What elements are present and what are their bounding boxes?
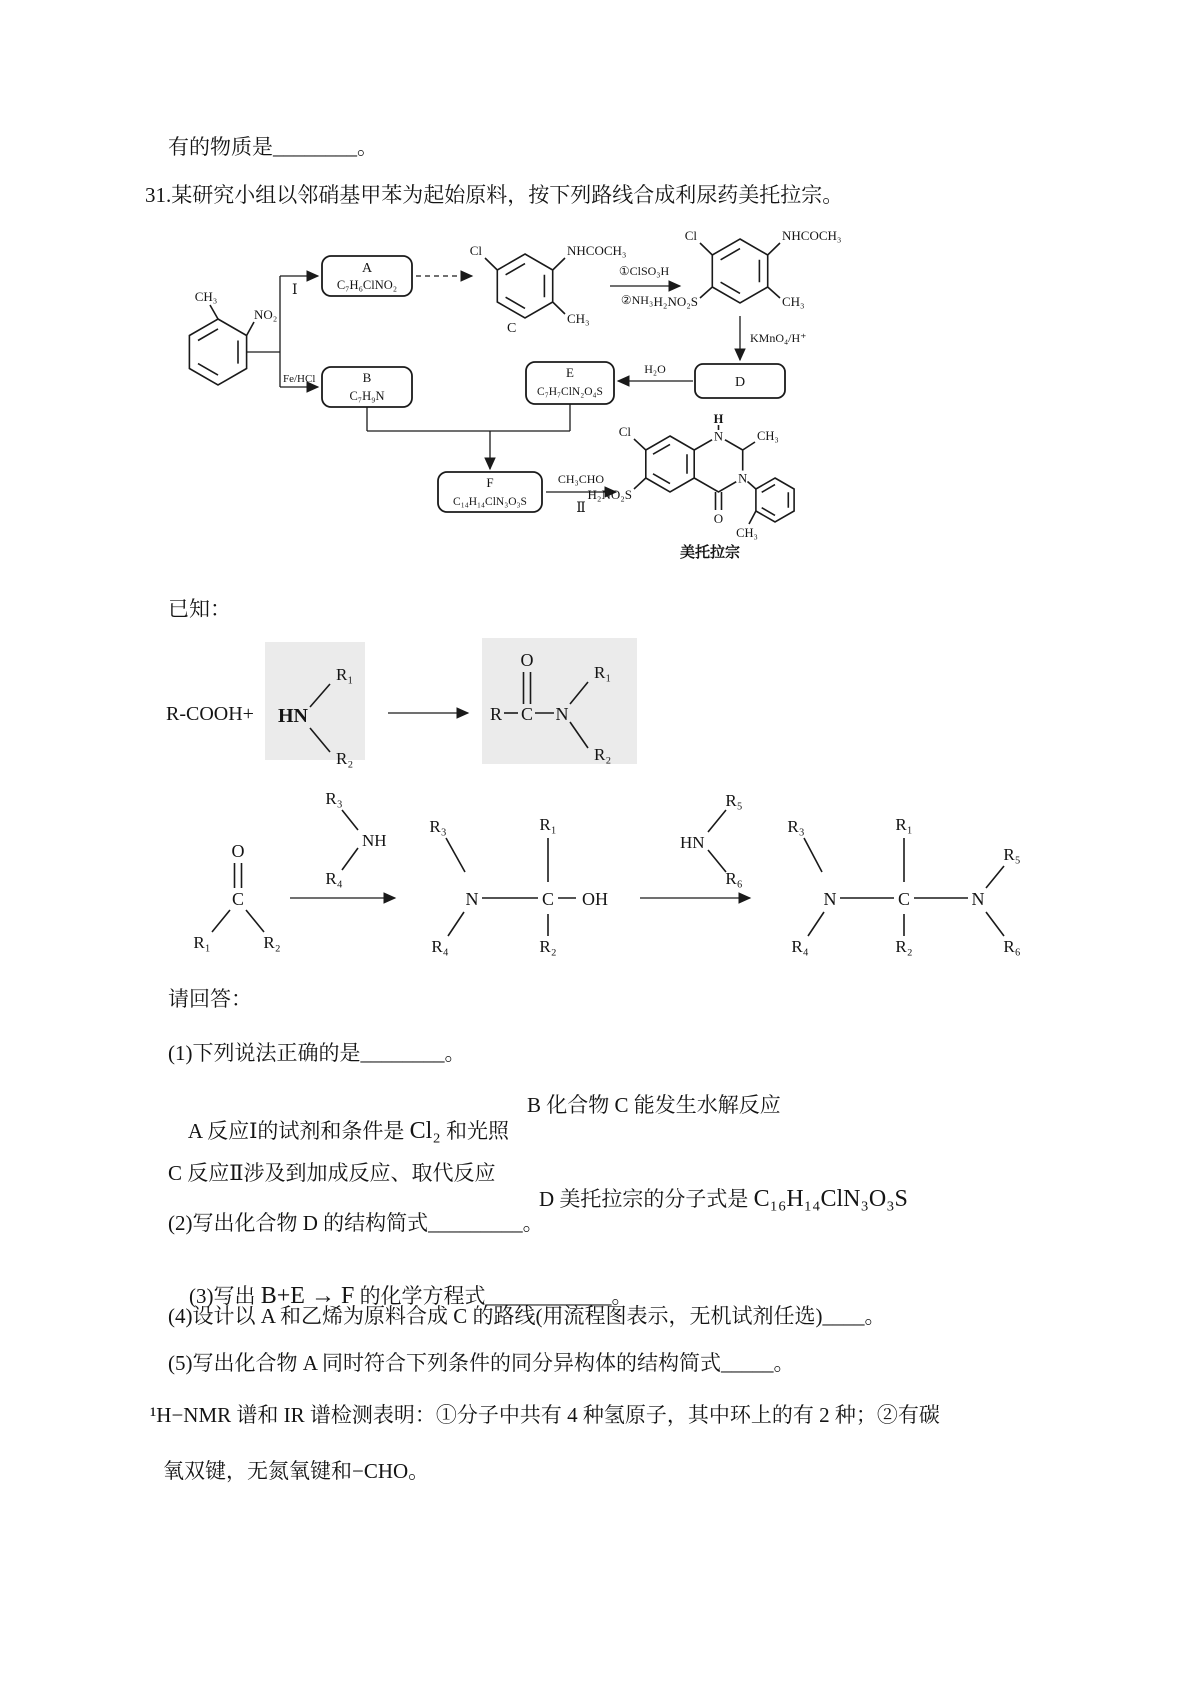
box-A-formula: C₇H₆ClNO₂	[336, 278, 398, 292]
box-E-formula: C₇H₇ClN₂O₄S	[537, 386, 603, 398]
box-B	[322, 367, 412, 407]
k2-prod-r3-label: R₃	[787, 817, 805, 836]
k2-o-label: O	[231, 841, 245, 861]
step-fe-hcl	[280, 373, 318, 387]
box-B-letter: B	[362, 370, 372, 385]
prod-h-label: H	[713, 412, 724, 426]
question-3-pre: (3)写出	[189, 1283, 261, 1308]
question-1: (1)下列说法正确的是________。	[168, 1041, 466, 1065]
k2-int-r4-label: R₄	[431, 937, 449, 956]
k2-int-r2-label: R₂	[539, 937, 557, 956]
k2-amine1-r3-label: R₃	[325, 789, 343, 808]
product-name: 美托拉宗	[679, 545, 741, 561]
cond-clso3h: ①ClSO₃H	[618, 264, 670, 278]
k2-prod-c-label: C	[897, 889, 911, 909]
cond-nh3: ②NH₃	[620, 293, 654, 307]
box-A	[322, 256, 412, 296]
rxn1-p-c-label: C	[520, 704, 534, 724]
rxn1-p-r1-label: R₁	[594, 663, 612, 682]
k2-amine2-r6-label: R₆	[725, 869, 743, 888]
k2-int-oh-label: OH	[582, 889, 608, 909]
option-d-text: D 美托拉宗的分子式是	[539, 1186, 754, 1211]
box-E-letter: E	[566, 365, 574, 380]
box-F-letter: F	[486, 475, 494, 490]
question-4: (4)设计以 A 和乙烯为原料合成 C 的路线(用流程图表示，无机试剂任选)____。	[168, 1304, 886, 1328]
start-material-structure	[189, 276, 280, 387]
rxn1-p-r2-label: R₂	[594, 745, 612, 764]
box-B-formula: C₇H₉N	[349, 389, 385, 403]
rxn1-r2-label: R₂	[336, 749, 354, 768]
prod-ch3-phenyl-label: CH₃	[736, 526, 758, 540]
cmpd4-cl-label: Cl	[684, 228, 697, 243]
sulfonamide-structure	[654, 228, 842, 309]
k2-int-n-label: N	[465, 889, 479, 909]
start-ch3-label: CH₃	[194, 289, 218, 304]
question-5: (5)写出化合物 A 同时符合下列条件的同分异构体的结构简式_____。	[168, 1351, 795, 1375]
box-D-letter: D	[734, 375, 746, 390]
box-D	[695, 364, 785, 398]
k2-prod-r2-label: R₂	[895, 937, 913, 956]
rxn1-p-n-label: N	[555, 704, 569, 724]
rxn1-r1-label: R₁	[336, 665, 354, 684]
prod-cl-label: Cl	[618, 424, 631, 439]
k2-amine2-hn-label: HN	[680, 833, 705, 852]
rxn1-hn-label: HN	[278, 705, 308, 727]
please-answer-label: 请回答：	[168, 987, 252, 1011]
metolazone-structure	[588, 412, 795, 561]
option-d-formula: C₁₆H₁₄ClN₃O₃S	[753, 1185, 908, 1212]
question-3-post: 的化学方程式____________。	[354, 1283, 633, 1308]
known-reactions-diagram	[150, 580, 1100, 980]
option-a-formula: Cl₂	[409, 1117, 441, 1144]
k2-c-label: C	[231, 889, 245, 909]
cmpd4-ch3-label: CH₃	[782, 294, 805, 309]
question-31-title: 31.某研究小组以邻硝基甲苯为起始原料，按下列路线合成利尿药美托拉宗。	[145, 183, 844, 207]
k2-amine1-nh-label: NH	[362, 831, 387, 850]
k2-r2-label: R₂	[263, 933, 281, 952]
prod-n1-label: N	[713, 429, 724, 444]
known-label: 已知：	[168, 597, 231, 621]
start-no2-label: NO₂	[254, 307, 278, 322]
option-b: B 化合物 C 能发生水解反应	[527, 1093, 781, 1117]
compound-C-structure	[470, 243, 627, 336]
question-3-formula: B+E → F	[260, 1282, 355, 1309]
question-2: (2)写出化合物 D 的结构简式_________。	[168, 1211, 544, 1235]
k2-prod-r1-label: R₁	[895, 815, 913, 834]
prod-ch3-ring-label: CH₃	[757, 429, 779, 443]
cond-ch3cho: CH₃CHO	[557, 472, 605, 486]
rxn1-p-o-label: O	[520, 650, 534, 670]
step-kmno4	[740, 316, 807, 360]
merge-lines	[367, 404, 570, 469]
prod-o-label: O	[713, 511, 724, 526]
box-F	[438, 472, 542, 512]
option-c: C 反应Ⅱ涉及到加成反应、取代反应	[168, 1161, 496, 1185]
known-reaction-2	[193, 789, 1020, 956]
known-reaction-1	[166, 638, 637, 768]
box-A-letter: A	[361, 261, 373, 276]
nmr-condition-line-2: 氧双键，无氮氧键和−CHO。	[163, 1459, 430, 1483]
k2-r1-label: R₁	[193, 933, 211, 952]
k2-prod-r6-label: R₆	[1003, 937, 1021, 956]
rxn1-acid-label: R-COOH+	[166, 703, 254, 725]
compoundC-nhcoch3-label: NHCOCH₃	[567, 243, 627, 258]
amide-shade	[482, 638, 637, 764]
option-a-post: 和光照	[440, 1118, 509, 1143]
cond-fe-hcl: Fe/HCl	[283, 373, 316, 385]
cond-kmno4: KMnO₄/H⁺	[750, 331, 807, 345]
compoundC-cl-label: Cl	[469, 243, 482, 258]
nmr-condition-line-1: ¹H−NMR 谱和 IR 谱检测表明：①分子中共有 4 种氢原子，其中环上的有 2 种；②有碳	[150, 1403, 940, 1427]
k2-int-r3-label: R₃	[429, 817, 447, 836]
synthesis-scheme-diagram	[150, 224, 950, 569]
option-d	[518, 1156, 908, 1243]
k2-prod-n1-label: N	[823, 889, 837, 909]
prod-so2nh2-label: H₂NO₂S	[587, 487, 632, 502]
compoundC-ch3-label: CH₃	[567, 311, 590, 326]
prod-n2-label: N	[738, 471, 748, 486]
k2-prod-n2-label: N	[971, 889, 985, 909]
box-F-formula: C₁₄H₁₄ClN₃O₃S	[453, 496, 527, 508]
k2-prod-r4-label: R₄	[791, 937, 809, 956]
box-E	[526, 362, 614, 404]
cmpd4-so2nh2-label: H₂NO₂S	[653, 294, 698, 309]
k2-amine1-r4-label: R₄	[325, 869, 343, 888]
step-h2o	[618, 362, 693, 381]
k2-int-r1-label: R₁	[539, 815, 557, 834]
step-II-label: Ⅱ	[576, 501, 586, 516]
intro-blank-line: 有的物质是________。	[168, 135, 378, 159]
cmpd4-nhcoch3-label: NHCOCH₃	[782, 228, 842, 243]
step-I	[280, 276, 318, 298]
option-a-text: A 反应Ⅰ的试剂和条件是	[187, 1118, 410, 1143]
k2-prod-r5-label: R₅	[1003, 845, 1021, 864]
step-I-label: Ⅰ	[292, 283, 298, 298]
k2-amine2-r5-label: R₅	[725, 791, 743, 810]
compoundC-letter: C	[507, 321, 517, 336]
cond-h2o: H₂O	[644, 362, 666, 376]
k2-int-c-label: C	[541, 889, 555, 909]
rxn1-p-r-label: R	[490, 704, 503, 724]
